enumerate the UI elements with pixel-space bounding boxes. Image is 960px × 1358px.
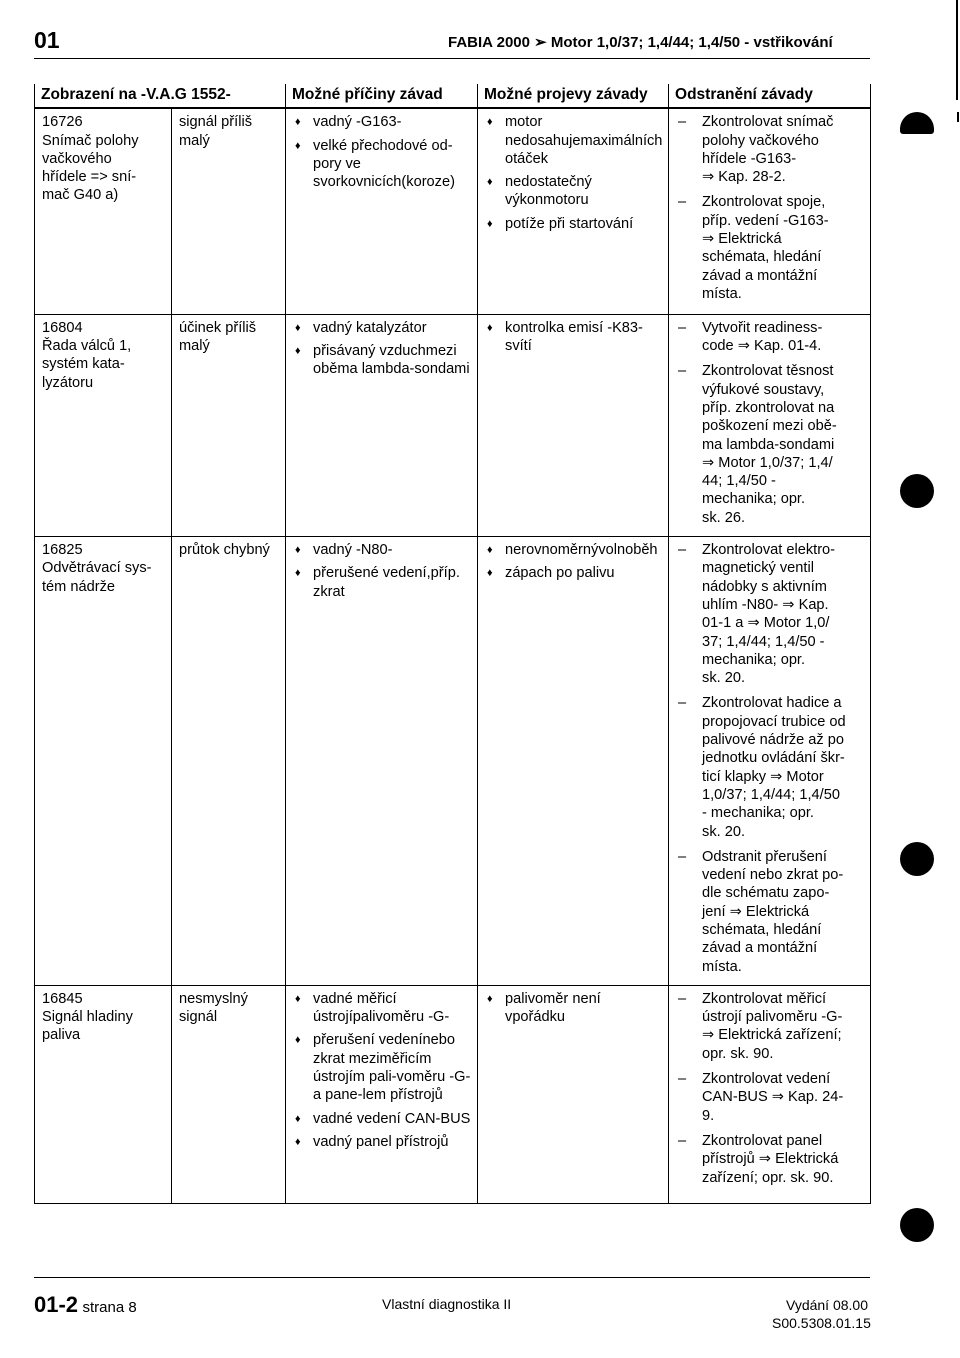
signal-line: nesmyslný (179, 990, 248, 1007)
fix-line: hřídele -G163- (702, 150, 797, 167)
signal-line: malý (179, 338, 210, 355)
doc-number: S00.5308.01.15 (772, 1315, 871, 1331)
fix-line: schémata, hledání (702, 922, 822, 938)
fix-line: sk. 20. (702, 823, 746, 840)
fix-line: palivové nádrže až po (702, 732, 844, 749)
causes-list (293, 113, 471, 191)
symptoms-cell (478, 108, 669, 314)
signal-cell (172, 985, 286, 1203)
symptom-item (485, 541, 662, 559)
column-header-fixes: Odstranění závady (669, 84, 871, 108)
fixes-cell (669, 314, 871, 536)
causes-cell (286, 985, 478, 1203)
display-line: lyzátoru (42, 374, 94, 391)
fix-line: – Odstranit přerušení (702, 848, 827, 865)
symptom-line: maximálních otáček (505, 132, 663, 167)
fix-line: příp. vedení -G163- (702, 212, 829, 229)
cause-item (293, 1031, 471, 1104)
fix-line: poškození mezi obě- (702, 418, 837, 435)
signal-line: průtok chybný (179, 542, 270, 559)
binder-hole (900, 842, 934, 876)
fix-line: sk. 26. (702, 509, 746, 526)
signal-cell (172, 537, 286, 986)
fix-line: – Zkontrolovat panel (702, 1132, 823, 1149)
cause-line: vadný katalyzátor (313, 319, 427, 336)
signal-line: účinek příliš (179, 319, 257, 336)
fix-line: 44; 1,4/50 - (702, 473, 776, 490)
binder-hole-top (900, 112, 934, 134)
causes-cell (286, 314, 478, 536)
fix-line: výfukové soustavy, (702, 381, 825, 398)
fix-line: 9. (702, 1107, 715, 1124)
causes-list (293, 990, 471, 1151)
symptoms-list (485, 319, 662, 356)
cause-line: vadný -N80- (313, 542, 393, 559)
fixes-cell (669, 537, 871, 986)
cause-item (293, 541, 471, 559)
fix-line: – Zkontrolovat spoje, (702, 194, 826, 211)
fix-line: ⇒ Elektrická zařízení; (702, 1027, 842, 1044)
signal-cell (172, 108, 286, 314)
symptom-item (485, 564, 662, 582)
signal-cell (172, 314, 286, 536)
display-line: systém kata- (42, 356, 125, 373)
symptom-line: motoru (543, 192, 589, 209)
cause-item (293, 564, 471, 601)
fix-line: polohy vačkového (702, 132, 819, 149)
causes-list (293, 319, 471, 379)
cause-line: BUS (440, 1110, 471, 1127)
display-line: Řada válců 1, (42, 338, 132, 355)
causes-cell (286, 108, 478, 314)
cause-line: vadné vedení CAN- (313, 1110, 441, 1127)
symptom-line: volnoběh (598, 542, 658, 559)
cause-line: přerušení vedení (313, 1032, 423, 1049)
section-code: 01 (34, 27, 60, 53)
fix-line: ⇒ Motor 1,0/37; 1,4/ (702, 454, 833, 471)
cause-line: měřicím ústrojím pali- (313, 1050, 432, 1086)
fix-line: propojovací trubice od (702, 713, 846, 730)
fix-item (676, 1132, 864, 1187)
fix-line: sk. 20. (702, 670, 746, 687)
fix-line: nádobky s aktivním (702, 578, 827, 595)
fix-item (676, 113, 864, 186)
fix-line: zařízení; opr. sk. 90. (702, 1169, 834, 1186)
footer-rule (34, 1277, 870, 1278)
causes-list (293, 541, 471, 601)
column-header-symptoms: Možné projevy závady (478, 84, 669, 108)
fix-line: závad a montážní (702, 267, 818, 284)
column-header-causes: Možné příčiny závad (286, 84, 478, 108)
cause-line: nebo zkrat mezi (313, 1032, 456, 1067)
display-line: mač G40 a) (42, 187, 119, 204)
fix-line: – Zkontrolovat vedení (702, 1071, 831, 1088)
fix-line: magnetický ventil (702, 560, 814, 577)
cause-line: pory ve svorkovnicích (313, 155, 402, 191)
fix-item (676, 848, 864, 976)
page-number (34, 1292, 137, 1318)
symptoms-list (485, 113, 662, 233)
fix-line: jení ⇒ Elektrická (702, 903, 810, 920)
signal-line: malý (179, 132, 210, 149)
symptom-item (485, 319, 662, 356)
header-rule (34, 58, 870, 59)
display-line: Signál hladiny (42, 1009, 133, 1026)
cause-line: velké přechodové od- (313, 137, 453, 154)
symptoms-list (485, 541, 662, 583)
fix-line: ⇒ Kap. 28-2. (702, 169, 786, 186)
display-line: tém nádrže (42, 578, 116, 595)
footer-center-text: Vlastní diagnostika II (382, 1296, 512, 1312)
binder-hole (900, 1208, 934, 1242)
cause-line: příp. zkrat (313, 565, 460, 600)
symptom-item (485, 113, 662, 168)
fix-line: schémata, hledání (702, 249, 822, 266)
document-title: FABIA 2000 ➢ Motor 1,0/37; 1,4/44; 1,4/50 - vstřikování (448, 34, 833, 51)
fix-line: opr. sk. 90. (702, 1045, 774, 1062)
display-cell (35, 985, 172, 1203)
page-label: strana 8 (82, 1299, 137, 1316)
fix-line: 37; 1,4/44; 1,4/50 - (702, 633, 825, 650)
fixes-cell (669, 108, 871, 314)
symptoms-cell (478, 314, 669, 536)
table-row (35, 108, 871, 314)
fixes-list (676, 990, 864, 1187)
symptom-item (485, 215, 662, 233)
cause-line: přerušené vedení, (313, 565, 431, 582)
fix-item (676, 319, 864, 356)
fix-line: dle schématu zapo- (702, 885, 830, 902)
fixes-list (676, 319, 864, 527)
fix-line: ticí klapky ⇒ Motor (702, 768, 824, 785)
table-row (35, 985, 871, 1203)
fixes-list (676, 541, 864, 976)
display-line: 16804 (42, 319, 83, 336)
display-line: vačkového (42, 150, 112, 167)
binder-hole (900, 474, 934, 508)
symptom-line: nedostatečný výkon (505, 174, 592, 209)
cause-line: mezi oběma lambda- (313, 343, 457, 378)
display-line: paliva (42, 1027, 81, 1044)
display-line: 16726 (42, 114, 83, 131)
symptom-line: pořádku (512, 1009, 566, 1026)
fix-line: uhlím -N80- ⇒ Kap. (702, 596, 829, 613)
fix-line: – Zkontrolovat elektro- (702, 542, 836, 559)
diagnostic-table (34, 84, 871, 1204)
cause-line: vadný panel přístrojů (313, 1133, 449, 1150)
cause-line: (koroze) (401, 174, 455, 191)
margin-bar (956, 0, 958, 100)
fix-line: 1,0/37; 1,4/44; 1,4/50 (702, 786, 840, 803)
signal-line: signál příliš (179, 114, 252, 131)
symptom-line: palivoměr není v (505, 990, 601, 1026)
edition: Vydání 08.00 (786, 1297, 868, 1313)
fix-line: – Zkontrolovat těsnost (702, 363, 834, 380)
symptoms-cell (478, 985, 669, 1203)
symptom-item (485, 990, 662, 1027)
fix-line: – Zkontrolovat měřicí (702, 990, 827, 1007)
display-cell (35, 537, 172, 986)
symptom-line: svítí (505, 338, 532, 355)
cause-item (293, 113, 471, 131)
margin-tick (957, 112, 959, 122)
cause-line: voměru -G- a pane- (313, 1069, 471, 1104)
fix-line: 01-1 a ⇒ Motor 1,0/ (702, 615, 830, 632)
cause-item (293, 342, 471, 379)
symptom-line: motor nedosahuje (505, 114, 581, 149)
fix-item (676, 362, 864, 527)
fix-line: mechanika; opr. (702, 651, 806, 668)
fix-line: příp. zkontrolovat na (702, 399, 835, 416)
fixes-list (676, 113, 864, 303)
display-line: 16825 (42, 542, 83, 559)
fix-item (676, 694, 864, 840)
display-line: 16845 (42, 990, 83, 1007)
cause-line: sondami (414, 361, 470, 378)
fix-item (676, 193, 864, 303)
fix-line: CAN-BUS ⇒ Kap. 24- (702, 1089, 844, 1106)
symptoms-cell (478, 537, 669, 986)
cause-line: vadný -G163- (313, 114, 402, 131)
table-row (35, 314, 871, 536)
causes-cell (286, 537, 478, 986)
cause-item (293, 1133, 471, 1151)
symptom-line: kontrolka emisí -K83- (505, 319, 643, 336)
fix-line: – Zkontrolovat hadice a (702, 695, 842, 712)
cause-line: palivoměru -G- (352, 1009, 450, 1026)
cause-item (293, 990, 471, 1027)
cause-item (293, 1110, 471, 1128)
page-code: 01-2 (34, 1292, 79, 1317)
footer-edition-block (772, 1296, 871, 1332)
fix-line: přístrojů ⇒ Elektrická (702, 1151, 839, 1168)
fix-line: jednotku ovládání škr- (702, 750, 845, 767)
fix-line: závad a montážní (702, 940, 818, 957)
symptom-line: zápach po palivu (505, 565, 615, 582)
display-line: Snímač polohy (42, 132, 139, 149)
fix-line: code ⇒ Kap. 01-4. (702, 338, 822, 355)
fix-line: vedení nebo zkrat po- (702, 867, 844, 884)
table-header-row (35, 84, 871, 108)
signal-line: signál (179, 1009, 218, 1026)
fix-line: místa. (702, 958, 742, 975)
display-line: Odvětrávací sys- (42, 560, 152, 577)
cause-line: lem přístrojů (362, 1087, 443, 1104)
symptom-item (485, 173, 662, 210)
cause-item (293, 319, 471, 337)
cause-line: přisávaný vzduch (313, 343, 426, 360)
cause-item (293, 137, 471, 192)
cause-line: vadné měřicí ústrojí (313, 990, 397, 1026)
fix-line: mechanika; opr. (702, 491, 806, 508)
fix-item (676, 1070, 864, 1125)
table-row (35, 537, 871, 986)
symptom-line: potíže při startování (505, 215, 634, 232)
fix-line: ⇒ Elektrická (702, 231, 782, 248)
display-line: hřídele => sní- (42, 169, 137, 186)
fix-line: ústrojí palivoměru -G- (702, 1009, 843, 1026)
fix-line: - mechanika; opr. (702, 805, 814, 822)
display-cell (35, 314, 172, 536)
fix-item (676, 541, 864, 687)
symptoms-list (485, 990, 662, 1027)
fixes-cell (669, 985, 871, 1203)
fix-line: – Vytvořit readiness- (702, 319, 823, 336)
fix-line: ma lambda-sondami (702, 436, 835, 453)
column-header-display: Zobrazení na -V.A.G 1552- (35, 84, 286, 108)
fix-line: – Zkontrolovat snímač (702, 114, 834, 131)
fix-item (676, 990, 864, 1063)
display-cell (35, 108, 172, 314)
fix-line: místa. (702, 285, 742, 302)
symptom-line: nerovnoměrný (505, 542, 599, 559)
